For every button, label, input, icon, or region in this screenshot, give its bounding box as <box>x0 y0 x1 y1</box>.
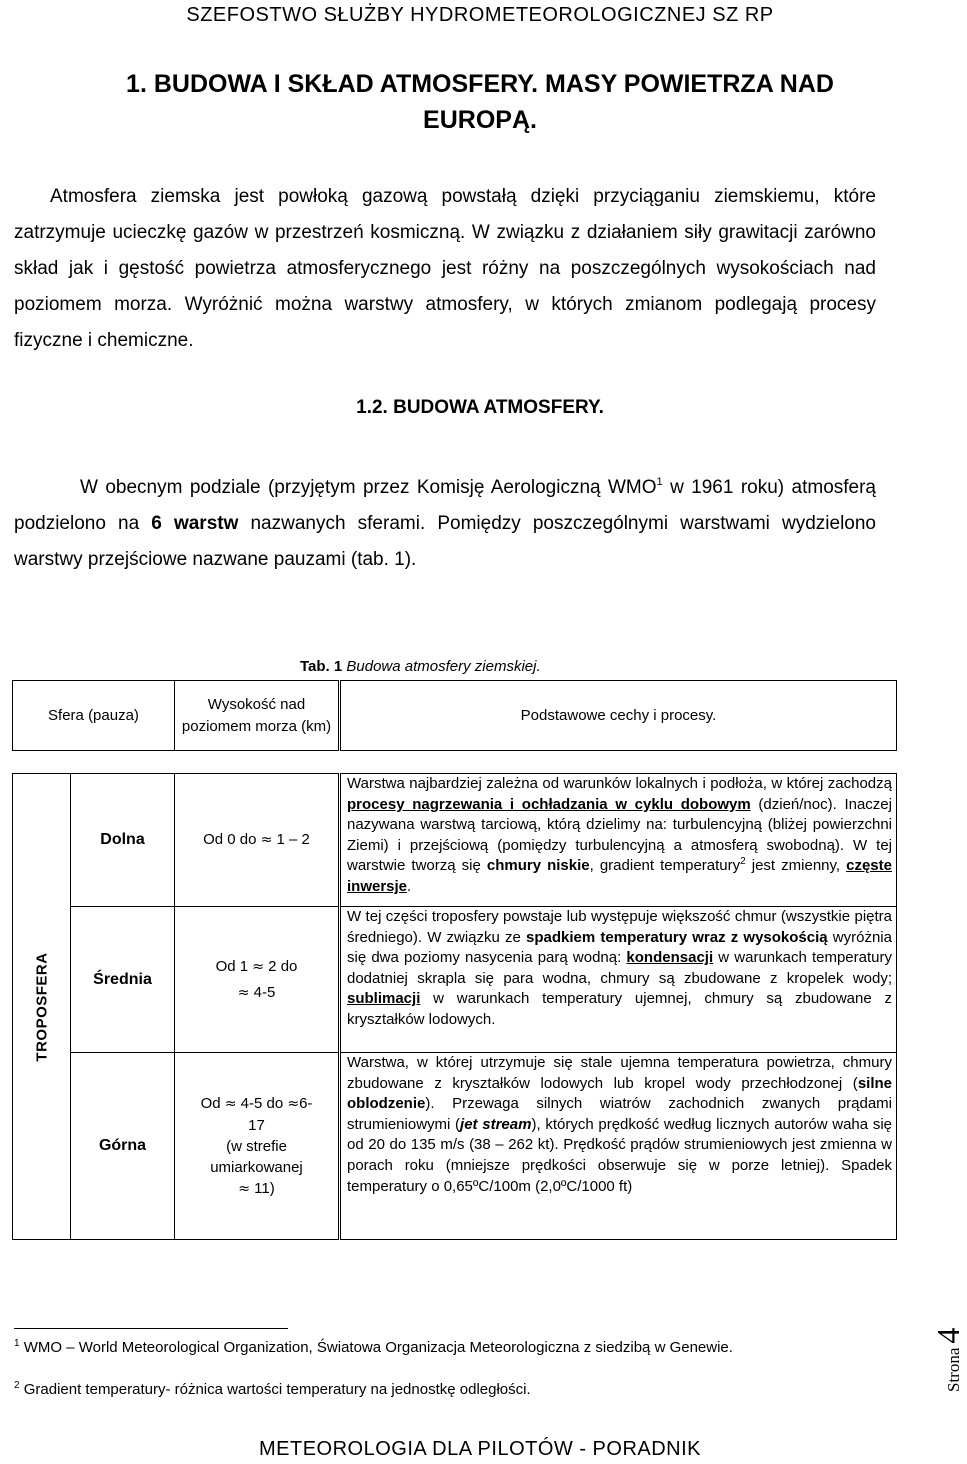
para2-text3: nazwanych sferami. Pomiędzy poszczególnymi warstwami wydzielono warstwy przejściowe nazwane pauzami (tab. 1). <box>14 513 876 570</box>
intro-paragraph: Atmosfera ziemska jest powłoką gazową powstałą dzięki przyciąganiu ziemskiemu, które zatrzymuje ucieczkę gazów w przestrzeń kosmiczną. W związku z działaniem siły grawitacji zarówno skład jak i gęstość powietrza atmosferycznego jest różny na poszczególnych wysokościach nad poziomem morza. Wyróżnić można warstwy atmosfery, w których zmianom podlegają procesy fizyczne i chemiczne. <box>14 186 876 351</box>
section-title: 1.2. BUDOWA ATMOSFERY. <box>356 397 604 418</box>
header-sphere: Sfera (pauza) <box>13 681 175 751</box>
chapter-title-line1: 1. BUDOWA I SKŁAD ATMOSFERY. MASY POWIETRZA NAD <box>126 70 834 98</box>
approx-icon: ≈ <box>260 832 273 848</box>
footnote-1-text: WMO – World Meteorological Organization, Światowa Organizacja Meteorologiczna z siedzibą w Genewie. <box>19 1339 733 1356</box>
para2-bold: 6 warstw <box>151 513 239 534</box>
page-number: 4 <box>930 1327 966 1344</box>
table-caption-label: Tab. 1 <box>300 658 343 675</box>
chapter-title <box>60 66 900 138</box>
para2-text1: W obecnym podziale (przyjętym przez Komisję Aerologiczną WMO <box>80 477 657 498</box>
table-gap-row <box>13 751 897 774</box>
footnote-ref-2: 2 <box>740 856 746 868</box>
sphere-cell <box>13 774 71 1240</box>
structure-paragraph <box>14 470 876 578</box>
page-number-label <box>930 1328 967 1392</box>
table-caption-text: Budowa atmosfery ziemskiej. <box>342 658 541 675</box>
footnote-2-text: Gradient temperatury- różnica wartości temperatury na jednostkę odległości. <box>19 1381 531 1398</box>
header-features: Podstawowe cechy i procesy. <box>341 681 897 751</box>
chapter-title-line2: EUROPĄ. <box>423 106 537 134</box>
table-row <box>13 774 897 907</box>
table-row <box>13 907 897 1053</box>
sphere-name: TROPOSFERA <box>33 951 50 1062</box>
table-row <box>13 1053 897 1240</box>
para2-text2: w 1961 roku) atmosferą podzielono na <box>14 477 876 534</box>
page-header: SZEFOSTWO SŁUŻBY HYDROMETEOROLOGICZNEJ SZ RP <box>186 4 774 26</box>
atmosphere-table <box>12 680 897 1240</box>
footnote-1-number: 1 <box>14 1338 20 1349</box>
altitude-middle: Od 1 ≈ 2 do ≈ 4-5 <box>175 907 339 1053</box>
layer-name-upper: Górna <box>71 1053 175 1240</box>
layer-name-lower: Dolna <box>71 774 175 907</box>
description-upper: Warstwa, w której utrzymuje się stale ujemna temperatura powietrza, chmury zbudowane z kryształków lodowych lub kropel wody przechłodzonej (silne oblodzenie). Przewaga silnych wiatrów zachodnich zwanych prądami strumieniowymi (jet stream), których prędkość według licznych autorów waha się od 20 do 135 m/s (38 – 262 kt). Prędkość prądów strumieniowych jest zmienna w porach roku (mniejsze prędkości obserwuje się w porze letniej). Spadek temperatury o 0,65ºC/100m (2,0ºC/1000 ft) <box>341 1053 897 1240</box>
layer-name-middle: Średnia <box>71 907 175 1053</box>
description-middle: W tej części troposfery powstaje lub występuje większość chmur (wszystkie piętra średniego). W związku ze spadkiem temperatury wraz z wysokością wyróżnia się dwa poziomy nasycenia parą wodną: kondensacji w warunkach temperatury dodatniej skrapla się para wodna, chmury są zbudowane z kropelek wody; sublimacji w warunkach temperatury ujemnej, chmury są zbudowane z kryształków lodowych. <box>341 907 897 1053</box>
altitude-lower: Od 0 do ≈ 1 – 2 <box>175 774 339 907</box>
table-header-row <box>13 681 897 751</box>
footnote-ref-1: 1 <box>656 476 663 488</box>
altitude-upper: Od ≈ 4-5 do ≈6- 17 (w strefie umiarkowanej ≈ 11) <box>175 1053 339 1240</box>
page-footer: METEOROLOGIA DLA PILOTÓW - PORADNIK <box>258 1438 702 1460</box>
description-lower: Warstwa najbardziej zależna od warunków lokalnych i podłoża, w której zachodzą procesy nagrzewania i ochładzania w cyklu dobowym (dzień/noc). Inaczej nazywana warstwą tarciową, którą dzielimy na: turbulencyjną (bliżej powierzchni Ziemi) i przejściową (pomiędzy turbulencyjną a atmosferą swobodną). W tej warstwie tworzą się chmury niskie, gradient temperatury$^2$ jest zmienny, częste inwersje. <box>341 774 897 907</box>
footnote-2 <box>14 1380 876 1399</box>
header-altitude: Wysokość nad poziomem morza (km) <box>175 681 339 751</box>
footnote-1 <box>14 1338 876 1357</box>
page-label: Strona <box>944 1347 963 1392</box>
footnote-divider <box>14 1328 288 1329</box>
table-caption <box>300 658 541 675</box>
footnote-2-number: 2 <box>14 1380 20 1391</box>
